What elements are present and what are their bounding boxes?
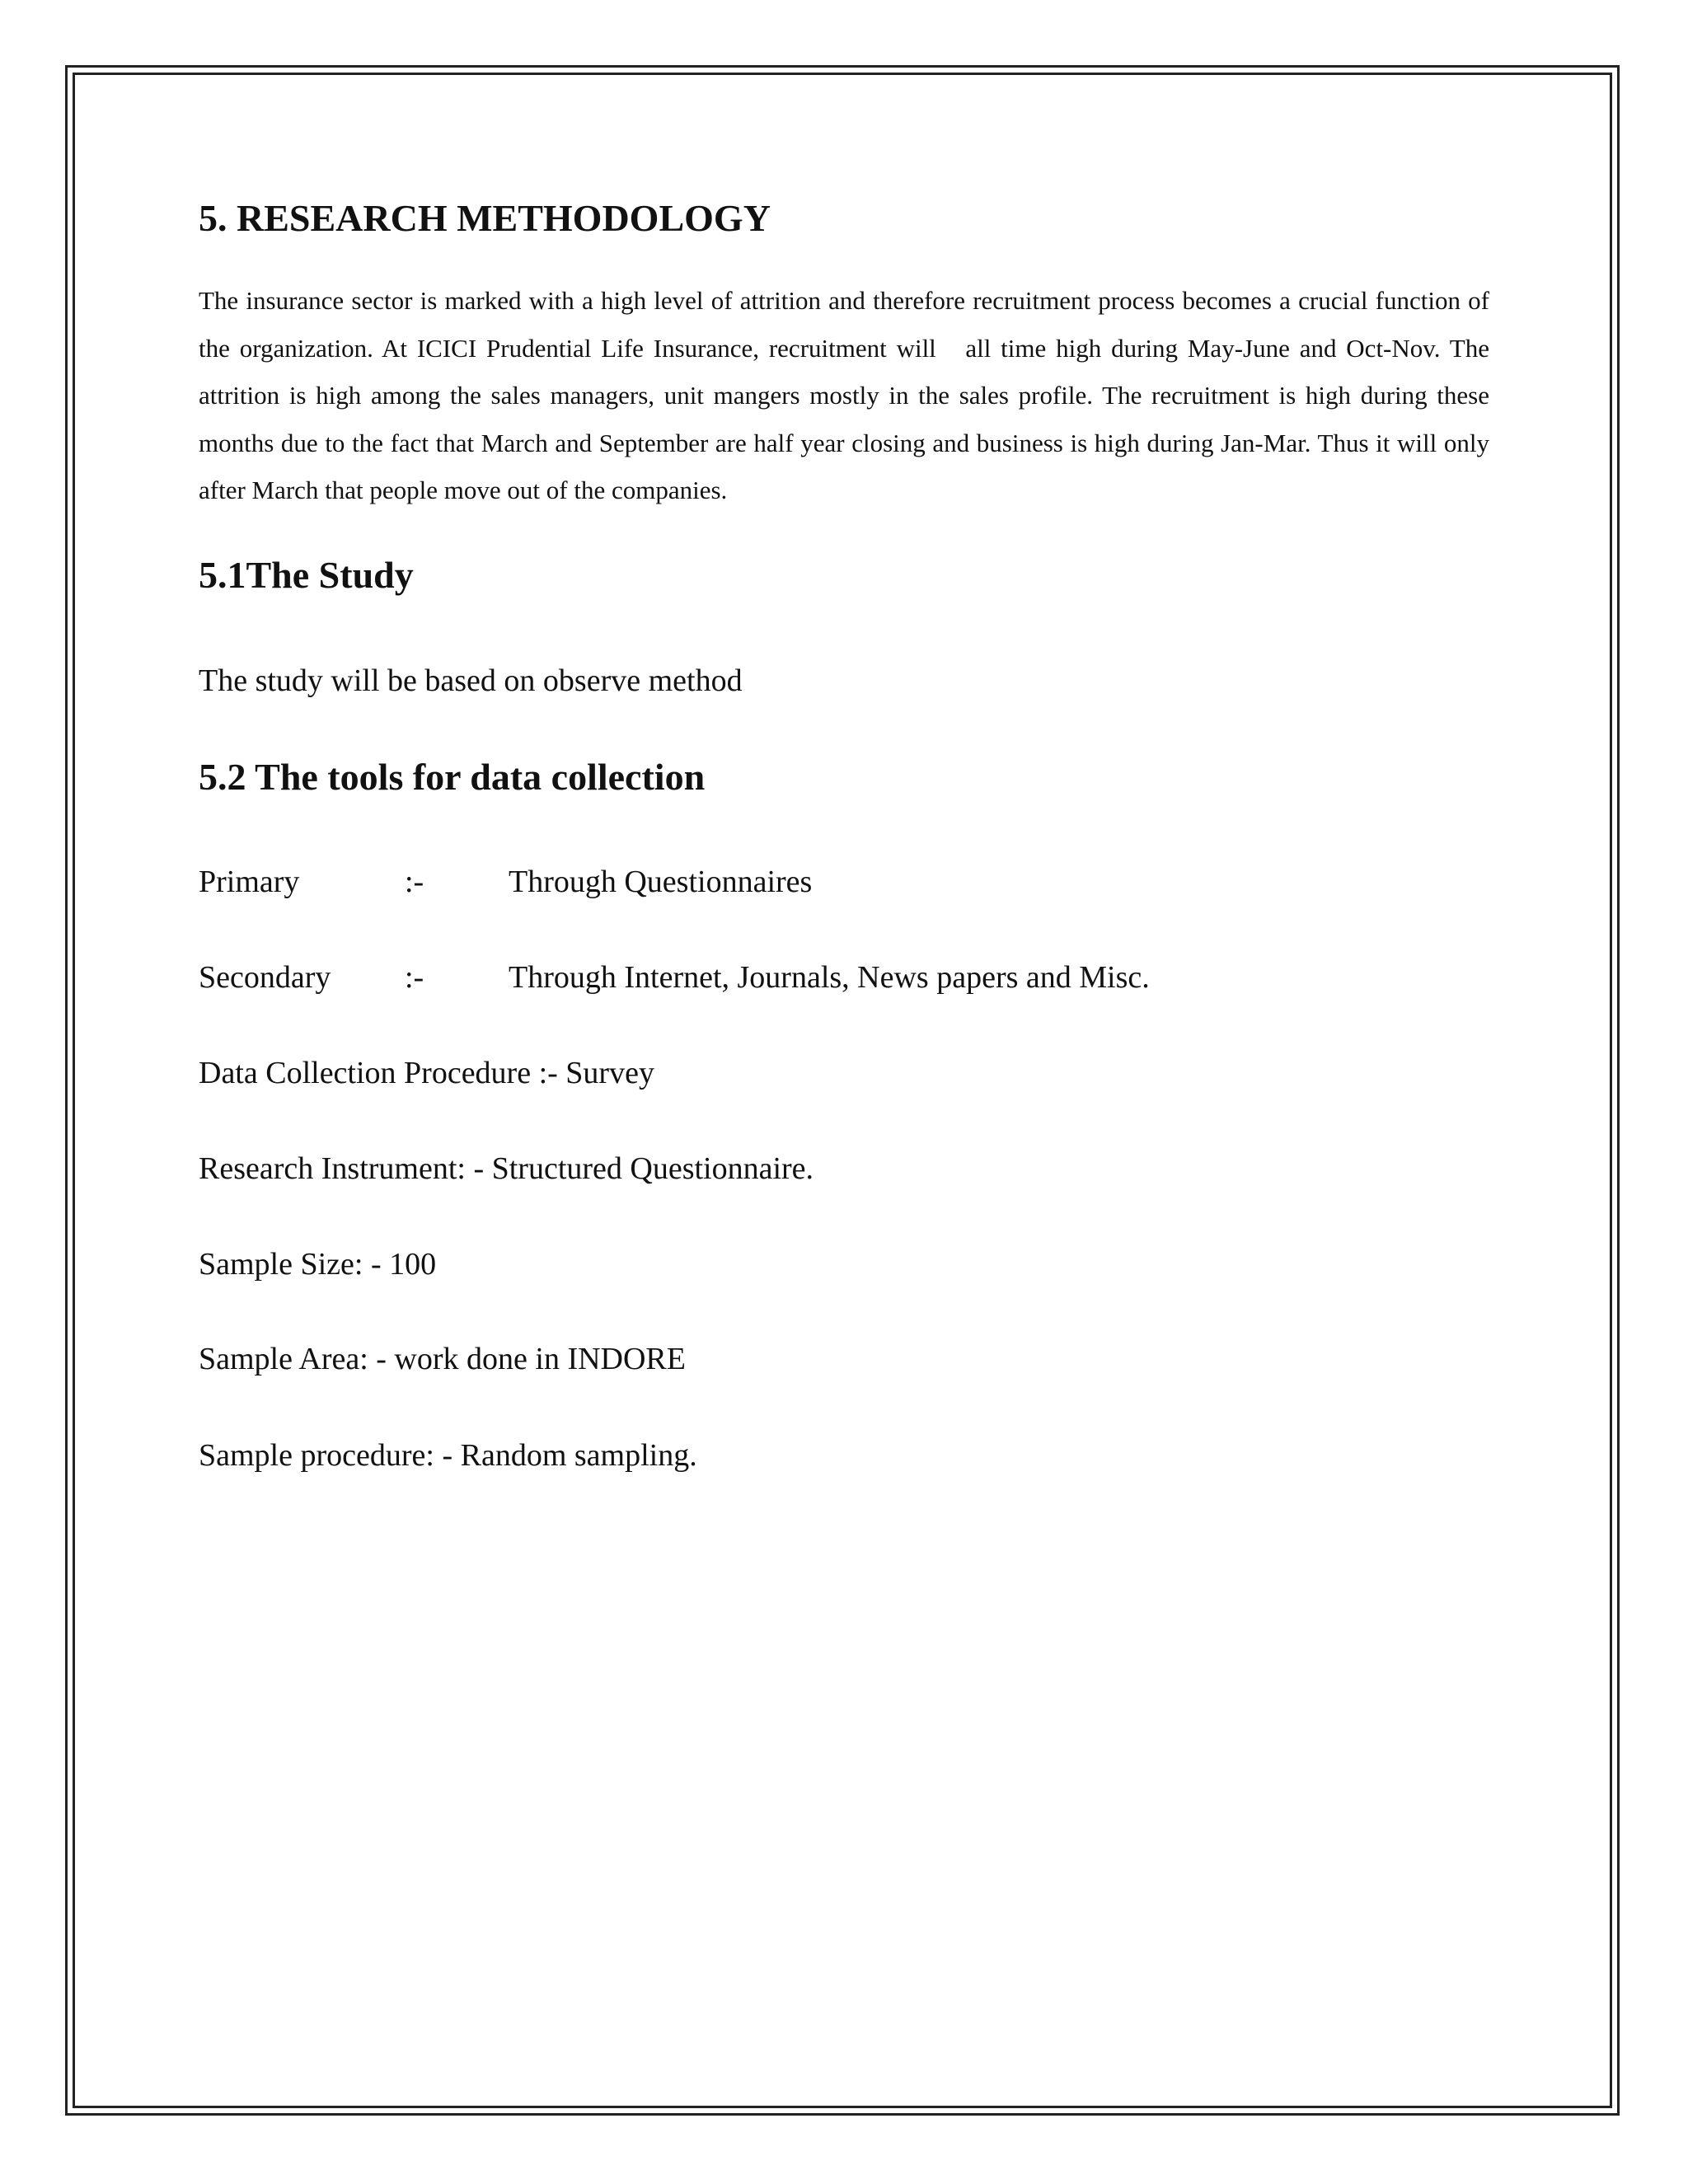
- tool-label: Secondary: [199, 960, 331, 995]
- subsection-heading-study: 5.1The Study: [199, 554, 414, 596]
- tool-row-secondary: [199, 959, 1489, 1001]
- section-heading-research-methodology: 5. RESEARCH METHODOLOGY: [199, 197, 771, 239]
- sample-procedure: Sample procedure: - Random sampling.: [199, 1438, 697, 1473]
- tool-row-primary: [199, 864, 1489, 905]
- tool-value: Through Questionnaires: [509, 865, 813, 899]
- research-instrument: Research Instrument: - Structured Questionnaire.: [199, 1151, 814, 1186]
- intro-paragraph: The insurance sector is marked with a high level of attrition and therefore recruitment process becomes a crucial function of the organization. At ICICI Prudential Life Insurance, recruitment will all time high during May-June and Oct-Nov. The attrition is high among the sales managers, unit mangers mostly in the sales profile. The recruitment is high during these months due to the fact that March and September are half year closing and business is high during Jan-Mar. Thus it will only after March that people move out of the companies.: [199, 286, 1496, 504]
- tool-value: Through Internet, Journals, News papers and Misc.: [509, 960, 1150, 995]
- sample-size: Sample Size: - 100: [199, 1247, 437, 1282]
- sample-area: Sample Area: - work done in INDORE: [199, 1342, 686, 1376]
- tool-label: Primary: [199, 865, 300, 899]
- study-method-text: The study will be based on observe method: [199, 663, 743, 698]
- data-collection-procedure: Data Collection Procedure :- Survey: [199, 1056, 654, 1090]
- tool-separator: :-: [405, 865, 424, 899]
- tool-separator: :-: [405, 960, 424, 995]
- subsection-heading-tools: 5.2 The tools for data collection: [199, 756, 706, 798]
